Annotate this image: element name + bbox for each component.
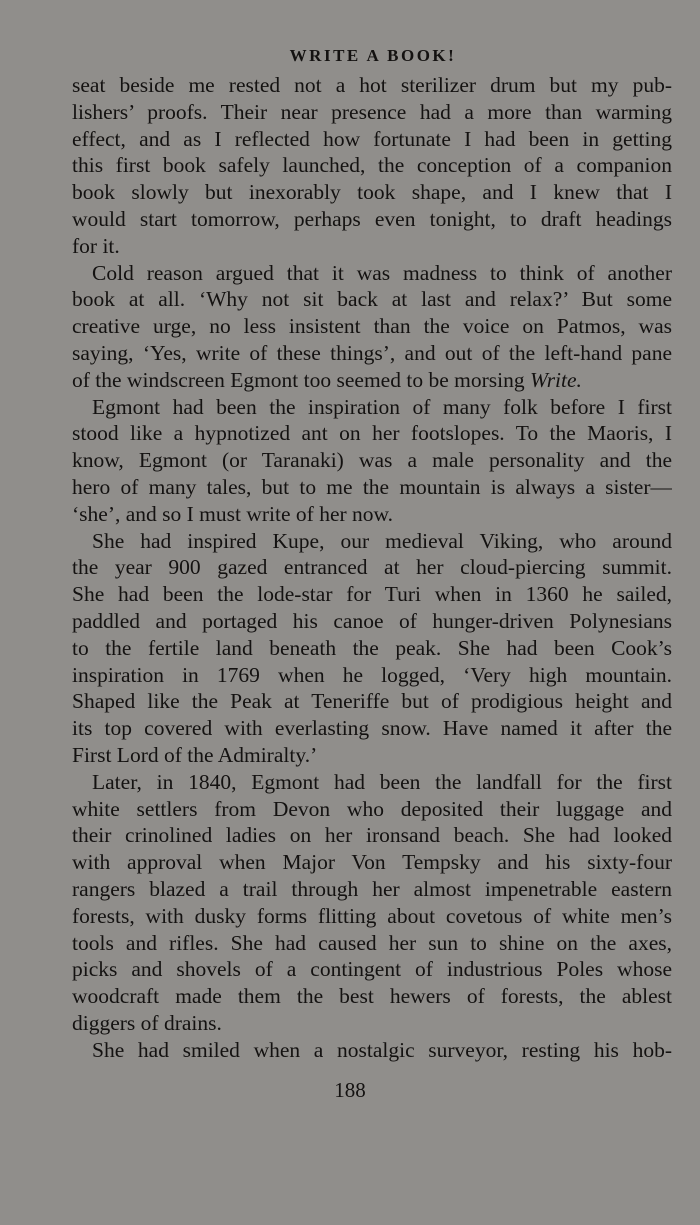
- text-line: to the fertile land beneath the peak. She had been Cook’s: [72, 635, 672, 660]
- text-line: effect, and as I reflected how fortunate I had been in getting: [72, 126, 672, 151]
- text-line: She had smiled when a nostalgic surveyor, resting his hob-: [92, 1037, 672, 1062]
- text-line: seat beside me rested not a hot sterilizer drum but my pub-: [72, 73, 672, 97]
- text-line: Later, in 1840, Egmont had been the landfall for the first: [92, 769, 672, 794]
- text-line: lishers’ proofs. Their near presence had a more than warming: [72, 99, 672, 124]
- text-line: hero of many tales, but to me the mountain is always a sister—: [72, 474, 672, 499]
- text-line: Cold reason argued that it was madness to think of another: [92, 260, 672, 285]
- text-line: this first book safely launched, the conception of a companion: [72, 153, 672, 178]
- text-line: picks and shovels of a contingent of industrious Poles whose: [72, 957, 672, 982]
- text-line: stood like a hypnotized ant on her footslopes. To the Maoris, I: [72, 421, 672, 446]
- text-line: woodcraft made them the best hewers of forests, the ablest: [72, 984, 672, 1009]
- emphasized-word: Write.: [529, 367, 582, 392]
- text-line: First Lord of the Admiralty.’: [72, 742, 318, 767]
- text-line: saying, ‘Yes, write of these things’, and out of the left-hand pane: [72, 340, 672, 365]
- text-line: their crinolined ladies on her ironsand beach. She had looked: [72, 823, 672, 848]
- text-line: its top covered with everlasting snow. Have named it after the: [72, 716, 672, 741]
- text-line: know, Egmont (or Taranaki) was a male personality and the: [72, 448, 672, 473]
- text-line: white settlers from Devon who deposited their luggage and: [72, 796, 672, 821]
- body-text: [72, 72, 672, 1063]
- text-line: She had inspired Kupe, our medieval Viking, who around: [92, 528, 672, 553]
- text-line: [72, 367, 672, 394]
- text-line: for it.: [72, 233, 120, 258]
- text-line: paddled and portaged his canoe of hunger-driven Polynesians: [72, 608, 672, 633]
- text-line: ‘she’, and so I must write of her now.: [72, 501, 394, 526]
- text-line: inspiration in 1769 when he logged, ‘Very high mountain.: [72, 662, 672, 687]
- running-head: WRITE A BOOK!: [289, 46, 457, 65]
- text-line: book at all. ‘Why not sit back at last and relax?’ But some: [72, 287, 672, 312]
- text-line: forests, with dusky forms flitting about covetous of white men’s: [72, 903, 672, 928]
- text-line: book slowly but inexorably took shape, and I knew that I: [72, 180, 672, 205]
- text-line-content: of the windscreen Egmont too seemed to be morsing Write.: [72, 367, 582, 392]
- text-line: She had been the lode-star for Turi when in 1360 he sailed,: [72, 582, 672, 607]
- text-line: the year 900 gazed entranced at her cloud-piercing summit.: [72, 555, 672, 580]
- text-line: with approval when Major Von Tempsky and his sixty-four: [72, 850, 672, 875]
- text-line: Shaped like the Peak at Teneriffe but of prodigious height and: [72, 689, 672, 714]
- page-number: 188: [334, 1078, 366, 1102]
- text-line: would start tomorrow, perhaps even tonight, to draft headings: [72, 206, 672, 231]
- text-line: rangers blazed a trail through her almost impenetrable eastern: [72, 876, 672, 901]
- text-line: creative urge, no less insistent than the voice on Patmos, was: [72, 314, 672, 339]
- text-line: diggers of drains.: [72, 1010, 222, 1035]
- text-line: Egmont had been the inspiration of many folk before I first: [92, 394, 672, 419]
- text-line: tools and rifles. She had caused her sun to shine on the axes,: [72, 930, 672, 955]
